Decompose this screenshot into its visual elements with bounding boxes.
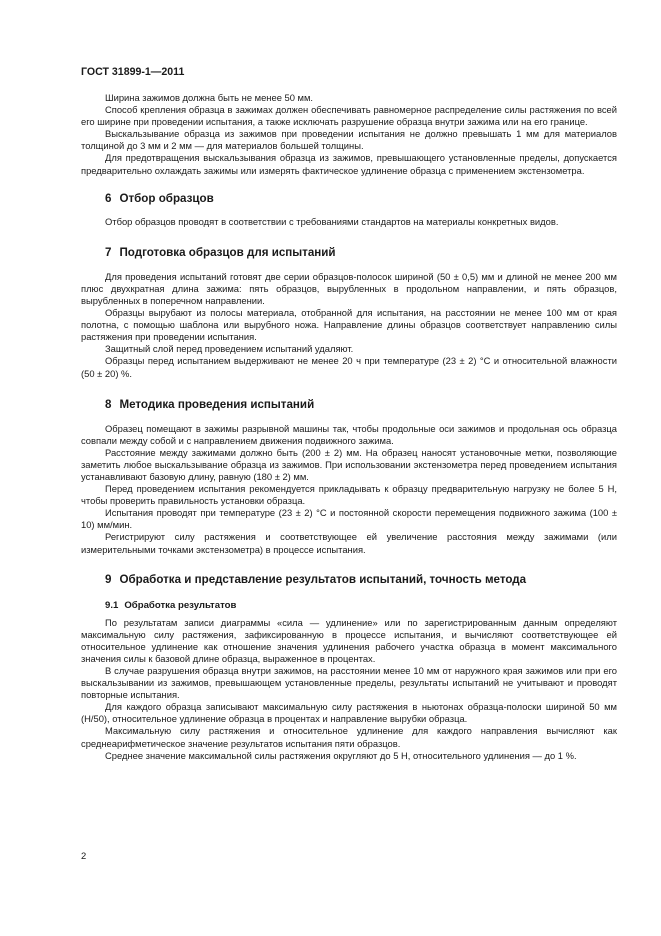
section-number: 8 [105, 397, 112, 411]
paragraph: Ширина зажимов должна быть не менее 50 мм. [105, 92, 314, 103]
paragraph: В случае разрушения образца внутри зажимов, на расстоянии менее 10 мм от наружного края зажимов или при его выскальзывании из зажимов, превышающем установленные пределы, результаты испытаний не учитывают и проводят повторные испытания. [81, 665, 617, 701]
document-body [81, 92, 617, 762]
paragraph: Максимальную силу растяжения и относительное удлинение для каждого направления вычисляют как среднеарифметическое значение результатов испытания пяти образцов. [81, 725, 617, 749]
paragraph: Выскальзывание образца из зажимов при проведении испытания не должно превышать 1 мм для материалов толщиной до 3 мм и 2 мм — для материалов большей толщины. [81, 128, 617, 152]
subsection-number: 9.1 [105, 599, 119, 611]
paragraph: Образец помещают в зажимы разрывной машины так, чтобы продольные оси зажимов и продольная ось образца совпали между собой и с направлением движения подвижного зажима. [81, 422, 617, 446]
paragraph: Испытания проводят при температуре (23 ± 2) °С и постоянной скорости перемещения подвижного зажима (100 ± 10) мм/мин. [81, 507, 617, 531]
paragraph: Для проведения испытаний готовят две серии образцов-полосок шириной (50 ± 0,5) мм и длиной не менее 200 мм плюс двухкратная длина зажима: пять образцов, вырубленных в продольном направлении, и пять образцов, вырубленных в поперечном направлении. [81, 270, 617, 306]
section-title: Подготовка образцов для испытаний [119, 245, 336, 259]
paragraph: Отбор образцов проводят в соответствии с требованиями стандартов на материалы конкретных видов. [105, 215, 559, 227]
section-heading-9 [81, 573, 617, 586]
paragraph: Способ крепления образца в зажимах должен обеспечивать равномерное распределение силы растяжения по всей его ширине при проведении испытания, а также исключать разрушение образца внутри зажима или на его границе. [81, 104, 617, 128]
paragraph: Образцы вырубают из полосы материала, отобранной для испытания, на расстоянии не менее 100 мм от края полотна, с помощью шаблона или вырубного ножа. Направление длины образцов соответствует направлению силы растяжения при проведении испытания. [81, 307, 617, 343]
subsection-heading-9-1 [81, 600, 617, 611]
paragraph: Для предотвращения выскальзывания образца из зажимов, превышающего установленные пределы, допускается предварительно охлаждать зажимы или измерять фактическое удлинение образца с применением экстензометра. [81, 152, 617, 176]
paragraph: Перед проведением испытания рекомендуется прикладывать к образцу предварительную нагрузку не более 5 Н, чтобы проверить правильность установки образца. [81, 483, 617, 507]
page-number: 2 [81, 850, 87, 861]
document-header: ГОСТ 31899-1—2011 [81, 66, 185, 78]
paragraph: Защитный слой перед проведением испытаний удаляют. [105, 343, 354, 355]
subsection-title: Обработка результатов [124, 599, 237, 611]
section-heading-8 [81, 398, 617, 411]
paragraph: Для каждого образца записывают максимальную силу растяжения в ньютонах образца-полоски шириной 50 мм (Н/50), относительное удлинение образца в процентах и направление вырубки образца. [81, 701, 617, 725]
section-title: Обработка и представление результатов испытаний, точность метода [119, 572, 527, 586]
section-number: 6 [105, 191, 112, 205]
section-number: 9 [105, 572, 112, 586]
paragraph: Регистрируют силу растяжения и соответствующее ей увеличение расстояния между зажимами (или измерительными точками экстензометра) в процессе испытания. [81, 531, 617, 555]
section-heading-7 [81, 246, 617, 259]
paragraph: Среднее значение максимальной силы растяжения округляют до 5 Н, относительного удлинения — до 1 %. [105, 749, 577, 761]
section-title: Отбор образцов [119, 191, 214, 205]
paragraph: Расстояние между зажимами должно быть (200 ± 2) мм. На образец наносят установочные метки, позволяющие заметить любое выскальзывание образца из зажимов. При использовании экстензометра перед проведением испытания устанавливают базовую длину, равную (180 ± 2) мм. [81, 446, 617, 482]
paragraph: Образцы перед испытанием выдерживают не менее 20 ч при температуре (23 ± 2) °С и относительной влажности (50 ± 20) %. [81, 355, 617, 379]
paragraph: По результатам записи диаграммы «сила — удлинение» или по зарегистрированным данным определяют максимальную силу растяжения, зафиксированную в процессе испытания, и вычисляют соответствующее ей относительное удлинение как отношение значения удлинения рабочего участка образца в момент максимального значения силы к базовой длине образца, выраженное в процентах. [81, 616, 617, 664]
section-title: Методика проведения испытаний [119, 397, 315, 411]
section-heading-6 [81, 192, 617, 205]
section-number: 7 [105, 245, 112, 259]
